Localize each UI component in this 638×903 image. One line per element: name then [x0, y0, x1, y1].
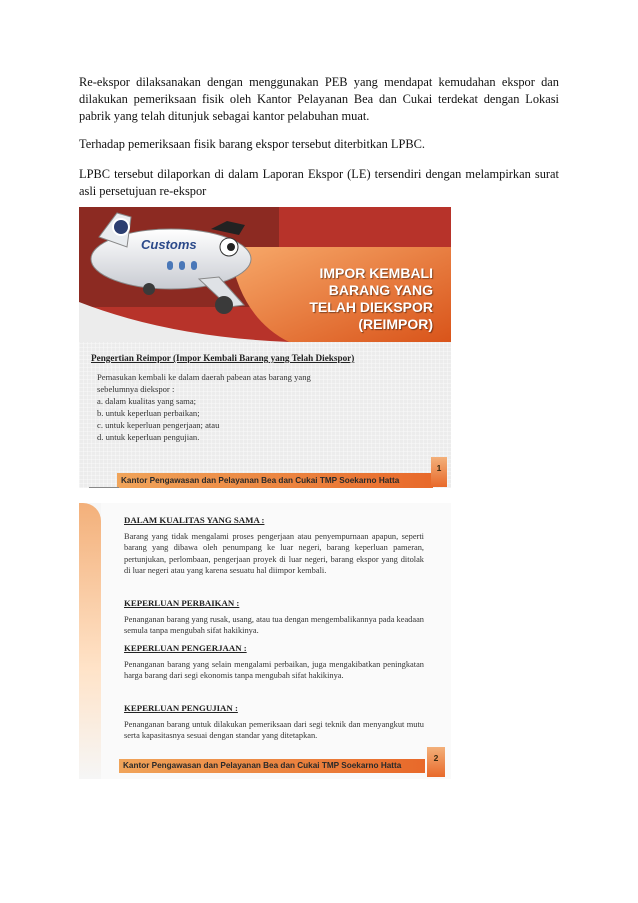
slide1-heading: Pengertian Reimpor (Impor Kembali Barang yang Telah Diekspor)	[91, 353, 355, 363]
section-kualitas-sama	[124, 515, 424, 577]
section-perbaikan	[124, 598, 424, 637]
plane-label: Customs	[141, 237, 197, 252]
slide-reimpor-definition	[79, 207, 451, 488]
paragraph-lpbc-report: LPBC tersebut dilaporkan di dalam Laporan Ekspor (LE) tersendiri dengan melampirkan surat asli persetujuan re-ekspor	[79, 167, 559, 198]
section-heading: KEPERLUAN PERBAIKAN :	[124, 598, 240, 608]
section-pengujian	[124, 703, 424, 742]
section-heading: KEPERLUAN PENGUJIAN :	[124, 703, 238, 713]
body-line: Pemasukan kembali ke dalam daerah pabean atas barang yang	[97, 372, 311, 382]
title-line: TELAH DIEKSPOR	[309, 299, 433, 315]
slide2-side-accent	[79, 503, 101, 779]
body-line: c. untuk keperluan pengerjaan; atau	[97, 420, 220, 430]
section-body: Penanganan barang yang rusak, usang, atau tua dengan mengembalikannya pada keadaan semula tanpa mengubah sifat hakikinya.	[124, 614, 424, 635]
body-line: b. untuk keperluan perbaikan;	[97, 408, 200, 418]
section-heading: DALAM KUALITAS YANG SAMA :	[124, 515, 265, 525]
title-line: BARANG YANG	[328, 282, 433, 298]
body-line: sebelumnya diekspor :	[97, 384, 175, 394]
title-line: (REIMPOR)	[358, 316, 433, 332]
slide1-footer: Kantor Pengawasan dan Pelayanan Bea dan Cukai TMP Soekarno Hatta	[121, 476, 400, 485]
divider	[89, 487, 119, 488]
paragraph-reekspor: Re-ekspor dilaksanakan dengan menggunakan PEB yang mendapat kemudahan ekspor dan dilakukan pemeriksaan fisik oleh Kantor Pelayanan Bea dan Cukai terdekat dengan Lokasi pabrik yang telah ditunjuk sebagai kantor pelabuhan muat.	[79, 75, 559, 123]
body-line: a. dalam kualitas yang sama;	[97, 396, 197, 406]
section-body: Penanganan barang untuk dilakukan pemeriksaan dari segi teknik dan menyangkut mutu serta kapasitasnya sesuai dengan standar yang ditetapkan.	[124, 719, 424, 740]
slide1-page-number: 1	[431, 457, 447, 487]
slide1-body	[97, 371, 397, 443]
title-line: IMPOR KEMBALI	[319, 265, 433, 281]
section-pengerjaan	[124, 643, 424, 682]
paragraph-lpbc-issued: Terhadap pemeriksaan fisik barang ekspor tersebut diterbitkan LPBC.	[79, 137, 425, 151]
slide-reimpor-categories	[79, 503, 451, 779]
body-line: d. untuk keperluan pengujian.	[97, 432, 200, 442]
section-body: Penanganan barang yang selain mengalami perbaikan, juga mengakibatkan peningkatan harga barang dari segi ekonomis tanpa mengubah sifat hakikinya.	[124, 659, 424, 680]
slide1-title	[309, 265, 433, 333]
slide2-footer: Kantor Pengawasan dan Pelayanan Bea dan Cukai TMP Soekarno Hatta	[123, 761, 402, 770]
section-heading: KEPERLUAN PENGERJAAN :	[124, 643, 247, 653]
slide2-page-number: 2	[427, 747, 445, 777]
section-body: Barang yang tidak mengalami proses pengerjaan atau penyempurnaan apapun, seperti barang yang dibawa oleh penumpang ke luar negeri, barang keperluan pameran, pertunjukan, perlombaan, pengerjaan proyek di luar negeri, barang ekspor yang ditolak di luar negeri atau yang karena sesuatu hal diimpor kembali.	[124, 531, 424, 575]
